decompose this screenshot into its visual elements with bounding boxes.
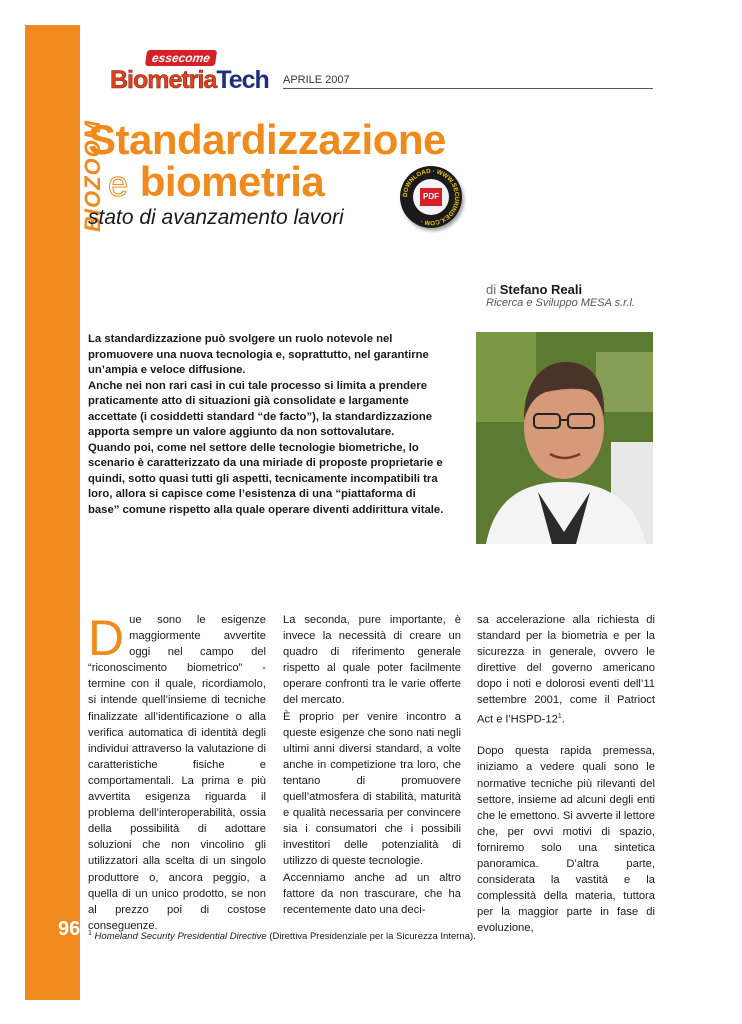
abstract-paragraph-1: La standardizzazione può svolgere un ruolo notevole nel promuovere una nuova tecnologia e, soprattutto, nel garantirne un’ampia e veloce diffusione. bbox=[88, 333, 429, 376]
issue-date: APRILE 2007 bbox=[283, 74, 350, 86]
column-3-paragraph-2: Dopo questa rapida premessa, iniziamo a vedere quali sono le normative tecniche più rilevanti del settore, insieme ad alcuni degli enti che le emettono. Si avverte il lettore che, per ovvi motivi di spazio, forniremo solo una sintetica panoramica. D’altra parte, considerata la vastità e la complessità della materia, tuttora per la maggior parte in fase di evoluzione, bbox=[477, 745, 655, 935]
page-number: 96 bbox=[58, 918, 81, 940]
footnote bbox=[88, 930, 476, 942]
footnote-number: 1 bbox=[88, 930, 92, 937]
drop-cap: D bbox=[88, 610, 125, 666]
title-line-2 bbox=[108, 158, 324, 206]
logo-tech: Tech bbox=[216, 66, 269, 94]
section-label: BIOZOOM bbox=[80, 119, 105, 232]
column-2-paragraph-3: Accenniamo anche ad un altro fattore da non trascurare, che ha recentemente dato una deci- bbox=[283, 871, 461, 916]
logo-main-text bbox=[110, 66, 269, 95]
side-color-bar bbox=[25, 25, 80, 1000]
body-column-3 bbox=[477, 612, 655, 937]
author-prefix: di bbox=[486, 282, 497, 297]
abstract-paragraph-3: Quando poi, come nel settore delle tecnologie biometriche, lo scenario è caratterizzato da una miriade di proposte proprietarie e quindi, sotto quasi tutti gli aspetti, tecnicamente incompatibili tra loro, allora si capisce come l’esistenza di una “piattaforma di base” comune rispetto alla quale operare diventi addirittura vitale. bbox=[88, 441, 444, 516]
subtitle: stato di avanzamento lavori bbox=[88, 206, 344, 229]
abstract-paragraph-2: Anche nei non rari casi in cui tale processo si limita a prendere praticamente atto di situazioni già consolidate e largamente accettate (i cosiddetti standard “de facto”), la standardizzazione apporta sempre un valore aggiunto da non sottovalutare. bbox=[88, 379, 433, 438]
abstract bbox=[88, 332, 448, 518]
author-photo bbox=[476, 332, 653, 544]
footnote-ref[interactable]: 1 bbox=[557, 712, 562, 720]
author-affiliation: Ricerca e Sviluppo MESA s.r.l. bbox=[486, 297, 635, 309]
header-rule bbox=[283, 88, 653, 89]
svg-text:DOWNLOAD · WWW.SECURINDEX.COM: DOWNLOAD · WWW.SECURINDEX.COM · bbox=[401, 167, 461, 227]
footnote-italic: Homeland Security Presidential Directive bbox=[94, 931, 267, 943]
body-column-1 bbox=[88, 612, 266, 934]
magazine-logo bbox=[110, 50, 269, 100]
column-3-text-1: sa accelerazione alla richiesta di standard per la biometria e per la sicurezza in generale, ovvero le direttive del governo americano dopo i noti e dolorosi eventi dell’11 settembre 2001, come il Patrioct Act e l’HSPD-12 bbox=[477, 614, 655, 726]
author-name: Stefano Reali bbox=[499, 282, 583, 297]
title-word: biometria bbox=[139, 158, 325, 205]
column-1-text: ue sono le esigenze maggiormente avvertite oggi nel campo del “riconoscimento biometrico” - termine con il quale, ricordiamolo, si intende quell’insieme di tecniche finalizzate all’identificazione o alla verifica automatica di identità degli individui attraverso la valutazione di caratteristiche fisiche e comportamentali. La prima e più avvertita esigenza riguarda il problema dell’interoperabilità, ossia della possibilità di adottare soluzioni che non vincolino gli utilizzatori alla scelta di un singolo produttore o, ancora peggio, a quella di un unico prodotto, se non al prezzo poi di costose conseguenze. bbox=[88, 614, 266, 932]
column-3-text-1-end: . bbox=[561, 713, 565, 726]
title-line-1: Standardizzazione bbox=[88, 116, 446, 163]
column-2-paragraph-2: È proprio per venire incontro a queste esigenze che sono nati negli ultimi anni diversi standard, a volte anche in competizione tra loro, che tentano di promuovere quell’atmosfera di stabilità, maturità e qualità necessaria per convincere sia i consumatori che i possibili investitori delle potenzialità di utilizzo di queste tecnologie. bbox=[283, 710, 461, 868]
pdf-icon: PDF bbox=[420, 188, 442, 206]
author-line bbox=[486, 282, 582, 297]
column-3-paragraph-1 bbox=[477, 612, 655, 727]
logo-top-text: essecome bbox=[145, 50, 217, 66]
logo-bio: Biometria bbox=[110, 66, 217, 94]
badge-center bbox=[413, 179, 449, 215]
footnote-text: (Direttiva Presidenziale per la Sicurezza Interna). bbox=[266, 931, 476, 943]
body-column-2 bbox=[283, 612, 461, 918]
column-2-paragraph-1: La seconda, pure importante, è invece la necessità di creare un quadro di riferimento generale rispetto al quale poter facilmente operare confronti tra le varie offerte del mercato. bbox=[283, 614, 461, 707]
pdf-download-badge[interactable] bbox=[400, 166, 462, 228]
title-connector: e bbox=[108, 163, 129, 204]
